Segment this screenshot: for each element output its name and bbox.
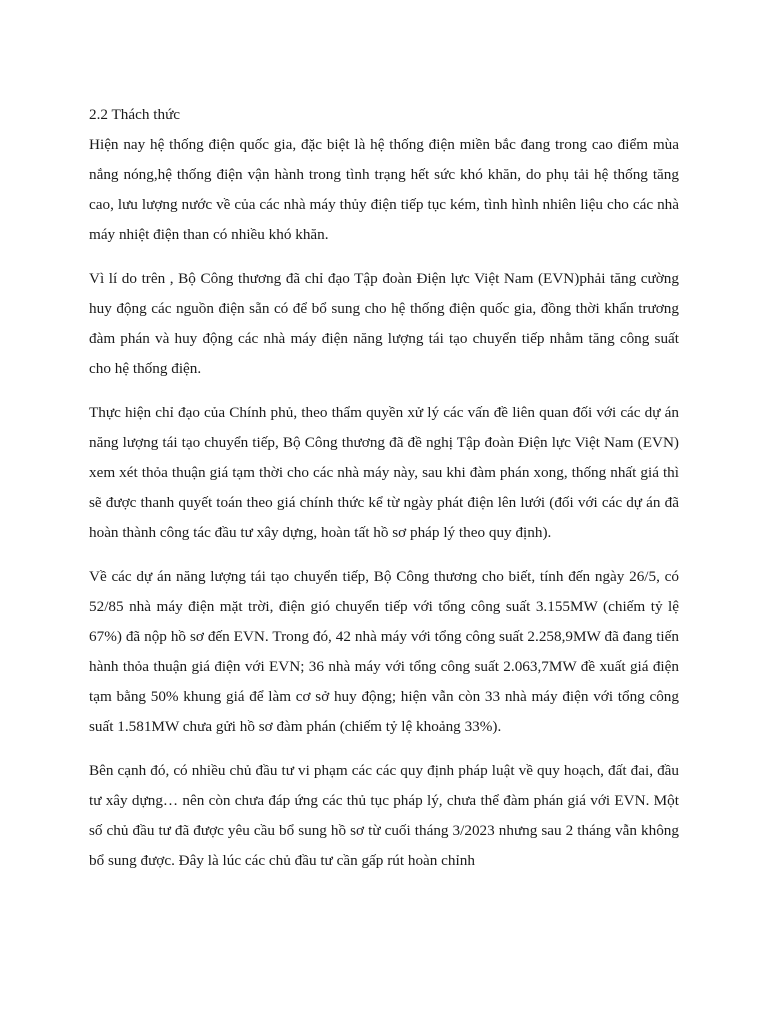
paragraph-ministry-directive: Vì lí do trên , Bộ Công thương đã chỉ đạo Tập đoàn Điện lực Việt Nam (EVN)phải tăng cường huy động các nguồn điện sẵn có để bổ sung cho hệ thống điện quốc gia, đồng thời khẩn trương đàm phán và huy động các nhà máy điện năng lượng tái tạo chuyển tiếp nhằm tăng công suất cho hệ thống điện.	[89, 270, 679, 377]
paragraph-temporary-price: Thực hiện chỉ đạo của Chính phủ, theo thẩm quyền xử lý các vấn đề liên quan đối với các dự án năng lượng tái tạo chuyển tiếp, Bộ Công thương đã đề nghị Tập đoàn Điện lực Việt Nam (EVN) xem xét thỏa thuận giá tạm thời cho các nhà máy này, sau khi đàm phán xong, thống nhất giá thì sẽ được thanh quyết toán theo giá chính thức kể từ ngày phát điện lên lưới (đối với các dự án đã hoàn thành công tác đầu tư xây dựng, hoàn tất hồ sơ pháp lý theo quy định).	[89, 404, 679, 541]
paragraph-investor-violations: Bên cạnh đó, có nhiều chủ đầu tư vi phạm các các quy định pháp luật về quy hoạch, đất đai, đầu tư xây dựng… nên còn chưa đáp ứng các thủ tục pháp lý, chưa thể đàm phán giá với EVN. Một số chủ đầu tư đã được yêu cầu bổ sung hồ sơ từ cuối tháng 3/2023 nhưng sau 2 tháng vẫn không bổ sung được. Đây là lúc các chủ đầu tư cần gấp rút hoàn chỉnh	[89, 762, 679, 869]
section-heading: 2.2 Thách thức	[89, 106, 181, 123]
paragraph-transitional-projects: Về các dự án năng lượng tái tạo chuyển tiếp, Bộ Công thương cho biết, tính đến ngày 26/5, có 52/85 nhà máy điện mặt trời, điện gió chuyển tiếp với tổng công suất 3.155MW (chiếm tỷ lệ 67%) đã nộp hồ sơ đến EVN. Trong đó, 42 nhà máy với tổng công suất 2.258,9MW đã đang tiến hành thỏa thuận giá điện với EVN; 36 nhà máy với tổng công suất 2.063,7MW đề xuất giá điện tạm bằng 50% khung giá để làm cơ sở huy động; hiện vẫn còn 33 nhà máy điện với tổng công suất 1.581MW chưa gửi hồ sơ đàm phán (chiếm tỷ lệ khoảng 33%).	[89, 568, 679, 735]
paragraph-current-situation: Hiện nay hệ thống điện quốc gia, đặc biệt là hệ thống điện miền bắc đang trong cao điểm mùa nắng nóng,hệ thống điện vận hành trong tình trạng hết sức khó khăn, do phụ tải hệ thống tăng cao, lưu lượng nước về của các nhà máy thủy điện tiếp tục kém, tình hình nhiên liệu cho các nhà máy nhiệt điện than có nhiều khó khăn.	[89, 136, 679, 243]
document-page	[89, 100, 679, 890]
